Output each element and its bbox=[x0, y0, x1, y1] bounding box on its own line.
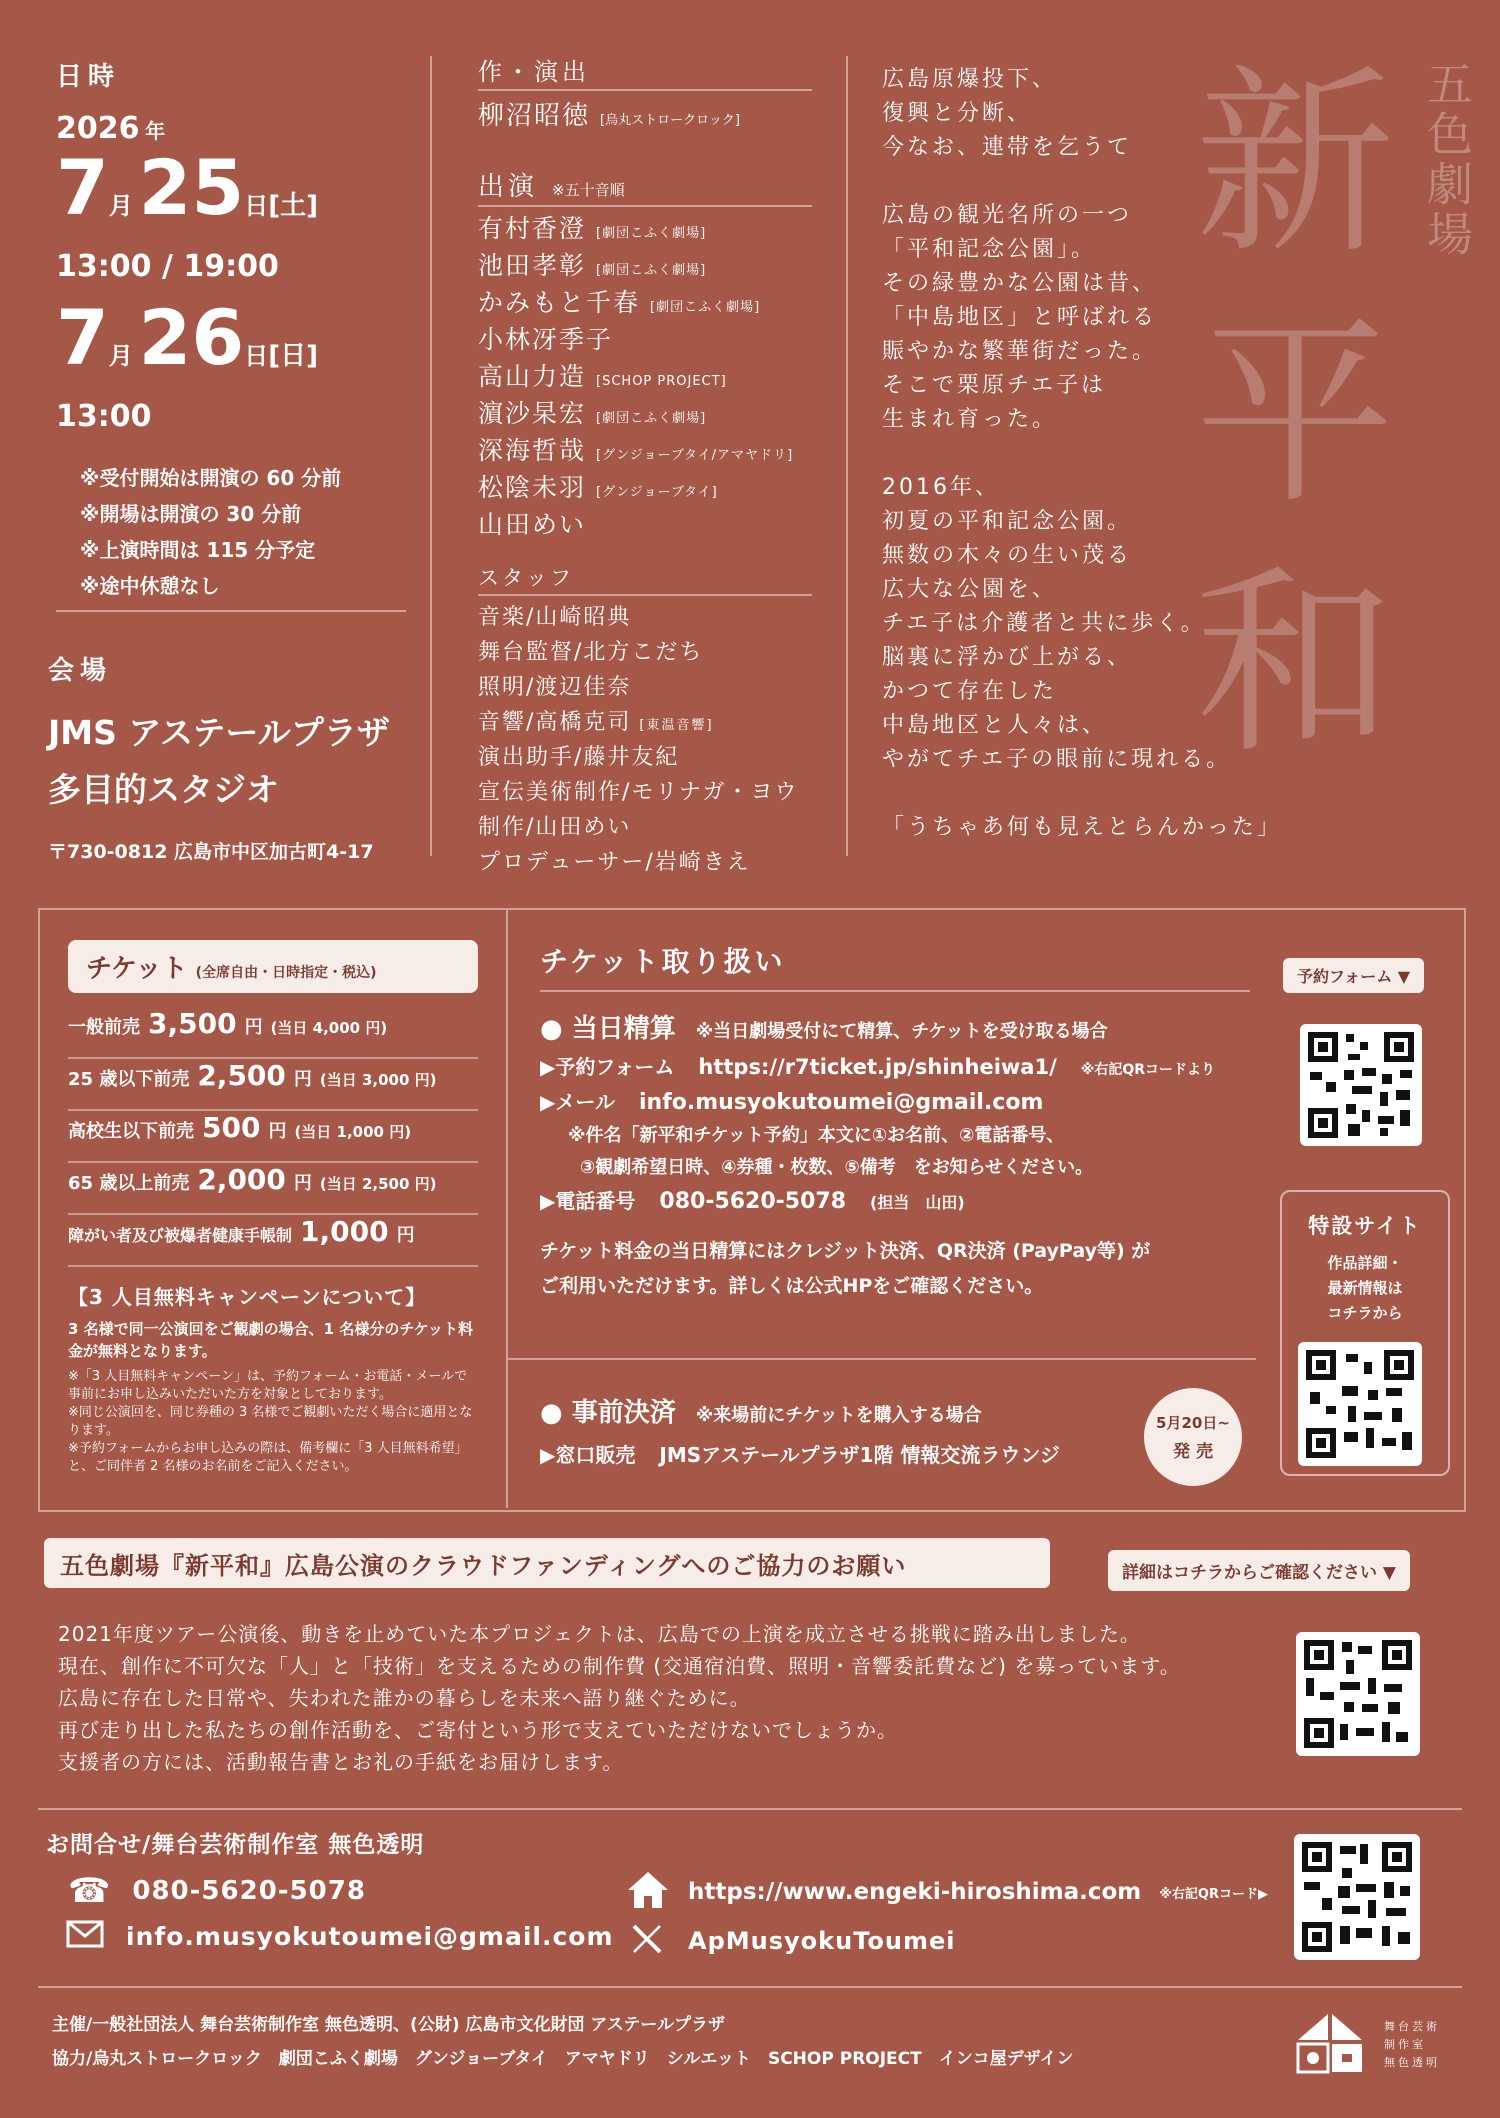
story-line: チエ子は介護者と共に歩く。 bbox=[882, 611, 1206, 636]
cast-member: 濵沙杲宏 [劇団こふく劇場] bbox=[478, 399, 707, 428]
day1-day: 25 bbox=[138, 143, 245, 232]
staff-member: 音楽/山崎昭典 bbox=[478, 605, 632, 630]
ticket-price-section bbox=[68, 940, 478, 1476]
mail-link[interactable]: info.musyokutoumei@gmail.com bbox=[638, 1090, 1044, 1115]
organization-logo-text: 舞台芸術 制作室 無色透明 bbox=[1384, 2020, 1440, 2069]
counter-label: ▶窓口販売 bbox=[540, 1443, 636, 1467]
qr-code-icon bbox=[1294, 1834, 1420, 1960]
mail-note: ③観劇希望日時、④券種・枚数、⑤備考 をお知らせください。 bbox=[580, 1157, 1094, 1178]
sameday-note: ※当日劇場受付にて精算、チケットを受け取る場合 bbox=[695, 1021, 1108, 1042]
advance-heading: ● 事前決済 bbox=[540, 1398, 676, 1428]
qr-code-icon bbox=[1300, 1024, 1422, 1146]
campaign-note: ※予約フォームからお申し込みの際は、備考欄に「3 人目無料希望」と、ご同伴者 2 名様のお名前をご記入ください。 bbox=[68, 1441, 468, 1474]
price-row: 高校生以下前売 500 円 (当日 1,000 円) bbox=[68, 1111, 478, 1163]
day2-month: 7 bbox=[56, 293, 109, 382]
company-name-vertical: 五色劇場 bbox=[1420, 60, 1474, 260]
counter-location: JMSアステールプラザ1階 情報交流ラウンジ bbox=[659, 1443, 1060, 1467]
ticket-handling-section bbox=[540, 940, 1280, 1298]
handling-heading: チケット取り扱い bbox=[540, 945, 786, 978]
website-qr-note: ※右記QRコード▶ bbox=[1159, 1886, 1268, 1902]
story-line: 2016年、 bbox=[882, 475, 1000, 500]
cast-member: 深海哲哉 [グンジョーブタイ/アマヤドリ] bbox=[478, 436, 794, 465]
story-line: 広島の観光名所の一つ bbox=[882, 203, 1133, 228]
divider bbox=[56, 610, 406, 612]
divider bbox=[38, 1986, 1462, 1988]
story-line bbox=[882, 776, 1302, 810]
day1-times: 13:00 / 19:00 bbox=[56, 249, 279, 284]
crowdfunding-line: 再び走り出した私たちの創作活動を、ご寄付という形で支えていただけないでしょうか。 bbox=[58, 1718, 898, 1742]
crowdfunding-heading-pill bbox=[44, 1538, 1050, 1588]
date-notes bbox=[80, 460, 406, 604]
story-line: そこで栗原チエ子は bbox=[882, 373, 1107, 398]
web-row bbox=[626, 1870, 1268, 1914]
x-logo-icon bbox=[630, 1922, 664, 1960]
sale-start-label: 発 売 bbox=[1173, 1442, 1213, 1462]
day2-times: 13:00 bbox=[56, 399, 152, 434]
crowdfunding-line: 支援者の方には、活動報告書とお礼の手紙をお届けします。 bbox=[58, 1750, 624, 1774]
staff-member: 宣伝美術制作/モリナガ・ヨウ bbox=[478, 780, 799, 805]
crowdfunding-detail-badge[interactable]: 詳細はコチラからご確認ください ▼ bbox=[1108, 1550, 1410, 1591]
ticket-heading-pill bbox=[68, 940, 478, 993]
ticket-divider bbox=[506, 910, 508, 1508]
price-row: 25 歳以下前売 2,500 円 (当日 3,000 円) bbox=[68, 1059, 478, 1111]
cast-member: かみもと千春 [劇団こふく劇場] bbox=[478, 288, 761, 317]
day2-day: 26 bbox=[138, 293, 245, 382]
venue-section bbox=[48, 650, 428, 864]
year: 2026 bbox=[56, 111, 140, 146]
organizer: 主催/一般社団法人 舞台芸術制作室 無色透明、(公財) 広島市文化財団 アステールプラザ bbox=[52, 2015, 726, 2035]
staff-heading: スタッフ bbox=[478, 566, 574, 590]
day1-month: 7 bbox=[56, 143, 109, 232]
credits-section bbox=[478, 52, 818, 880]
story-line: 無数の木々の生い茂る bbox=[882, 543, 1133, 568]
day2-day-unit: 日 bbox=[244, 342, 269, 370]
story-line: 生まれ育った。 bbox=[882, 407, 1058, 432]
contact-x-account[interactable]: ApMusyokuToumei bbox=[688, 1927, 956, 1955]
title-char: 和 bbox=[1194, 548, 1395, 781]
special-site-line: コチラから bbox=[1327, 1304, 1403, 1322]
day2-weekday: [日] bbox=[268, 341, 319, 371]
crowdfunding-line: 広島に存在した日常や、失われた誰かの暮らしを未来へ語り継ぐために。 bbox=[58, 1686, 751, 1710]
phone-icon: ☎ bbox=[68, 1871, 111, 1911]
tel-number[interactable]: 080-5620-5078 bbox=[659, 1189, 847, 1214]
date-section bbox=[56, 56, 406, 604]
mail-label: ▶メール bbox=[540, 1090, 615, 1114]
contact-website-link[interactable]: https://www.engeki-hiroshima.com bbox=[688, 1879, 1142, 1905]
director-affiliation: [烏丸ストロークロック] bbox=[600, 113, 740, 128]
venue-name-2: 多目的スタジオ bbox=[48, 770, 279, 809]
home-icon bbox=[626, 1870, 670, 1914]
story-line: 中島地区と人々は、 bbox=[882, 713, 1108, 738]
website-qr[interactable] bbox=[1294, 1834, 1420, 1960]
story-line: 今なお、連帯を乞うて bbox=[882, 135, 1133, 160]
organization-logo-icon bbox=[1296, 2012, 1364, 2074]
note-line: ※途中休憩なし bbox=[80, 574, 220, 598]
cast-member: 松陰未羽 [グンジョーブタイ] bbox=[478, 473, 718, 502]
ticket-heading: チケット bbox=[86, 954, 188, 984]
venue-address: 〒730-0812 広島市中区加古町4-17 bbox=[48, 841, 374, 863]
date-heading: 日時 bbox=[56, 62, 121, 92]
day2-month-unit: 月 bbox=[108, 342, 133, 370]
cast-member: 小林冴季子 bbox=[478, 325, 614, 354]
price-row: 65 歳以上前売 2,000 円 (当日 2,500 円) bbox=[68, 1163, 478, 1215]
title-char: 平 bbox=[1194, 298, 1395, 531]
x-row bbox=[630, 1922, 955, 1960]
story-line: 「中島地区」と呼ばれる bbox=[882, 305, 1158, 330]
form-url-link[interactable]: https://r7ticket.jp/shinheiwa1/ bbox=[698, 1055, 1057, 1079]
ticket-heading-note: (全席自由・日時指定・税込) bbox=[195, 965, 377, 981]
cast-note: ※五十音順 bbox=[552, 181, 625, 199]
divider bbox=[38, 1808, 1462, 1810]
qr-code-icon bbox=[1296, 1632, 1420, 1756]
story-line: その緑豊かな公園は昔、 bbox=[882, 271, 1158, 296]
story-line bbox=[882, 436, 1302, 470]
story-line bbox=[882, 164, 1302, 198]
staff-member: 音響/高橋克司 [東温音響] bbox=[478, 710, 714, 735]
director-name: 柳沼昭徳 bbox=[478, 101, 591, 131]
campaign-body: 3 名様で同一公演回をご観劇の場合、1 名様分のチケット料金が無料となります。 bbox=[68, 1320, 473, 1360]
cast-member: 高山力造 [SCHOP PROJECT] bbox=[478, 362, 727, 391]
price-row: 一般前売 3,500 円 (当日 4,000 円) bbox=[68, 1007, 478, 1059]
cast-member: 有村香澄 [劇団こふく劇場] bbox=[478, 214, 707, 243]
column-divider bbox=[430, 56, 432, 856]
price-row: 障がい者及び被爆者健康手帳制 1,000 円 bbox=[68, 1215, 478, 1267]
story-line: 初夏の平和記念公園。 bbox=[882, 509, 1133, 534]
cast-member: 山田めい bbox=[478, 510, 587, 539]
advance-note: ※来場前にチケットを購入する場合 bbox=[695, 1405, 982, 1426]
contact-phone[interactable]: 080-5620-5078 bbox=[132, 1876, 366, 1906]
contact-heading: お問合せ/舞台芸術制作室 無色透明 bbox=[46, 1832, 425, 1858]
crowdfunding-heading: 五色劇場『新平和』広島公演のクラウドファンディングへのご協力のお願い bbox=[60, 1551, 907, 1580]
payment-note: チケット料金の当日精算にはクレジット決済、QR決済 (PayPay等) が bbox=[540, 1240, 1151, 1262]
special-site-line: 最新情報は bbox=[1327, 1279, 1403, 1297]
phone-row bbox=[68, 1871, 366, 1911]
form-label: ▶予約フォーム bbox=[540, 1055, 675, 1079]
special-site-qr[interactable] bbox=[1298, 1342, 1422, 1466]
special-site-heading: 特設サイト bbox=[1308, 1214, 1422, 1238]
divider bbox=[508, 1358, 1256, 1360]
note-line: ※上演時間は 115 分予定 bbox=[80, 538, 316, 562]
crowdfunding-body bbox=[58, 1618, 1298, 1778]
tel-label: ▶電話番号 bbox=[540, 1189, 636, 1213]
mail-icon bbox=[66, 1920, 104, 1952]
staff-member: 照明/渡辺佳奈 bbox=[478, 675, 632, 700]
year-unit: 年 bbox=[145, 119, 166, 143]
staff-list bbox=[478, 600, 818, 880]
mail-row bbox=[66, 1920, 614, 1952]
story-line: かつて存在した bbox=[882, 679, 1058, 704]
cast-list bbox=[478, 209, 818, 542]
story-line: 「平和記念公園」。 bbox=[882, 237, 1097, 262]
sale-start-badge bbox=[1144, 1388, 1242, 1486]
crowdfunding-line: 現在、創作に不可欠な「人」と「技術」を支えるための制作費 (交通宿泊費、照明・音響委託費など) を募っています。 bbox=[58, 1654, 1181, 1678]
cooperation: 協力/烏丸ストロークロック 劇団こふく劇場 グンジョーブタイ アマヤドリ シルエット SCHOP PROJECT インコ屋デザイン bbox=[52, 2049, 1074, 2069]
story-line: やがてチエ子の眼前に現れる。 bbox=[882, 747, 1232, 772]
campaign-heading: 【3 人目無料キャンペーンについて】 bbox=[68, 1285, 427, 1309]
story-line: 脳裏に浮かび上がる、 bbox=[882, 645, 1133, 670]
special-site-line: 作品詳細・ bbox=[1327, 1254, 1403, 1272]
sale-start-date: 5月20日~ bbox=[1156, 1414, 1230, 1432]
organization-logo bbox=[1296, 2012, 1364, 2078]
contact-mail[interactable]: info.musyokutoumei@gmail.com bbox=[126, 1921, 614, 1951]
note-line: ※受付開始は開演の 60 分前 bbox=[80, 466, 342, 490]
venue-name-1: JMS アステールプラザ bbox=[48, 713, 390, 752]
staff-member: プロデューサー/岩崎きえ bbox=[478, 850, 751, 875]
day1-weekday: [土] bbox=[268, 191, 319, 221]
campaign-note: ※「3 人目無料キャンペーン」は、予約フォーム・お電話・メールで事前にお申し込みいただいた方を対象としております。 bbox=[68, 1369, 468, 1402]
staff-member: 制作/山田めい bbox=[478, 815, 632, 840]
cast-member: 池田孝彰 [劇団こふく劇場] bbox=[478, 251, 707, 280]
form-qr-note: ※右記QRコードより bbox=[1080, 1062, 1216, 1078]
tel-note: (担当 山田) bbox=[870, 1193, 965, 1212]
staff-member: 舞台監督/北方こだち bbox=[478, 640, 704, 665]
story-text bbox=[882, 62, 1302, 844]
column-divider bbox=[846, 56, 848, 856]
story-line: 広島原爆投下、 bbox=[882, 67, 1058, 92]
day1-month-unit: 月 bbox=[108, 192, 133, 220]
reservation-form-qr[interactable] bbox=[1300, 1024, 1422, 1146]
price-list bbox=[68, 1007, 478, 1267]
staff-member: 演出助手/藤井友紀 bbox=[478, 745, 680, 770]
story-line: 賑やかな繁華街だった。 bbox=[882, 339, 1158, 364]
story-line: 「うちゃあ何も見えとらんかった」 bbox=[882, 815, 1283, 840]
crowdfunding-qr[interactable] bbox=[1296, 1632, 1420, 1756]
payment-note: ご利用いただけます。詳しくは公式HPをご確認ください。 bbox=[540, 1275, 1044, 1297]
campaign-note: ※同じ公演回を、同じ券種の 3 名様でご観劇いただく場合に適用となります。 bbox=[68, 1405, 473, 1438]
note-line: ※開場は開演の 30 分前 bbox=[80, 502, 302, 526]
mail-note: ※件名「新平和チケット予約」本文に①お名前、②電話番号、 bbox=[568, 1125, 1065, 1146]
day1-day-unit: 日 bbox=[244, 192, 269, 220]
director-heading: 作・演出 bbox=[478, 58, 590, 86]
story-line: 広大な公園を、 bbox=[882, 577, 1058, 602]
sameday-heading: ● 当日精算 bbox=[540, 1014, 676, 1044]
venue-heading: 会場 bbox=[48, 656, 113, 686]
cast-heading: 出演 bbox=[478, 172, 539, 202]
crowdfunding-line: 2021年度ツアー公演後、動きを止めていた本プロジェクトは、広島での上演を成立させる挑戦に踏み出しました。 bbox=[58, 1622, 1141, 1646]
title-char: 新 bbox=[1194, 48, 1395, 281]
story-line: 復興と分断、 bbox=[882, 101, 1033, 126]
reservation-form-badge[interactable]: 予約フォーム ▼ bbox=[1283, 958, 1424, 993]
qr-code-icon bbox=[1298, 1342, 1422, 1466]
